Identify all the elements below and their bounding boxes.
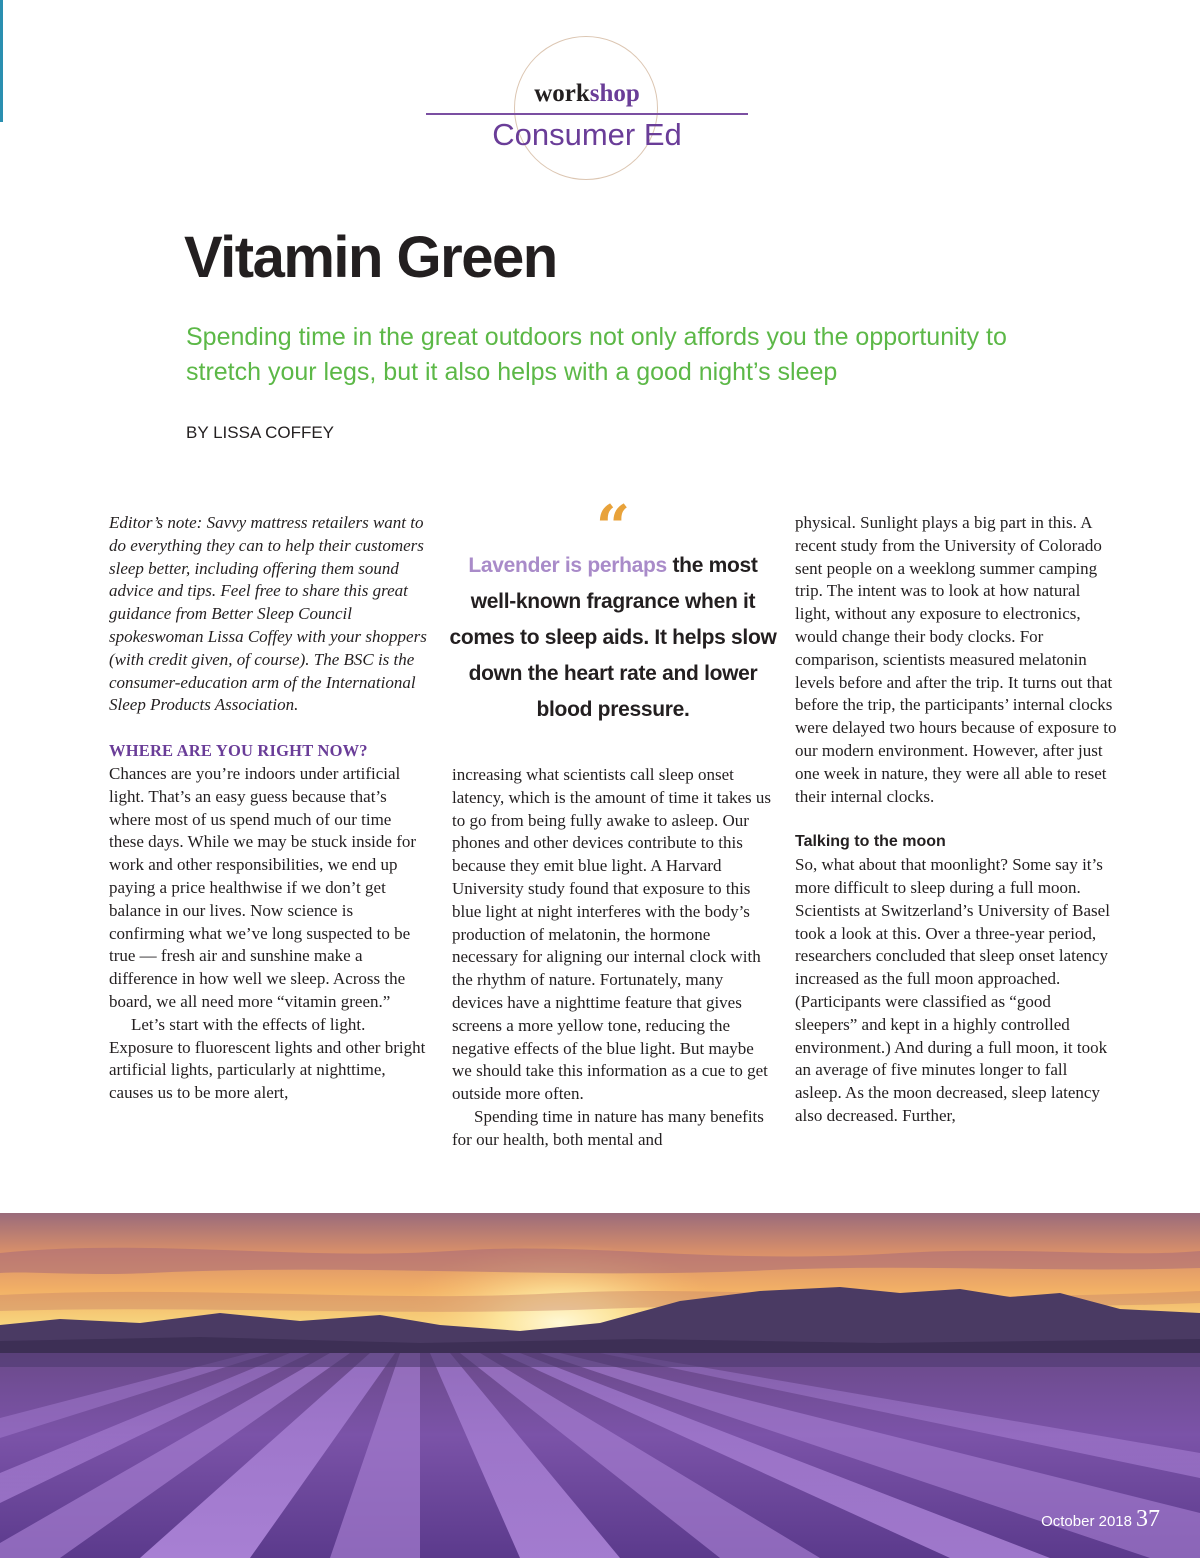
article-deck: Spending time in the great outdoors not only affords you the opportunity to stretch your legs, but it also helps with a good night’s sleep — [186, 323, 1007, 386]
editor-note: Editor’s note: Savvy mattress retailers want to do everything they can to help their customers sleep better, including offering them sound advice and tips. Feel free to share this great guidance from Better Sleep Council spokeswoman Lissa Coffey with your shoppers (with credit given, of course). The BSC is the consumer-education arm of the International Sleep Products Association. — [109, 513, 427, 715]
department-rule — [426, 113, 748, 115]
byline: BY LISSA COFFEY — [186, 423, 335, 442]
pull-quote-highlight: Lavender is perhaps — [468, 554, 667, 577]
body-paragraph: increasing what scientists call sleep onset latency, which is the amount of time it takes us to go from being fully awake to asleep. Our phones and other devices contribute to this because they emit blue light. A Harvard University study found that exposure to this blue light at night interferes with the body’s production of melatonin, the hormone necessary for aligning our internal clock with the rhythm of nature. Fortunately, many devices have a nighttime feature that gives screens a more yellow tone, reducing the negative effects of the blue light. But maybe we should take this information as a cue to get outside more often. — [452, 765, 771, 1104]
column-3 — [795, 512, 1117, 1128]
quote-mark-icon: “ — [595, 500, 631, 548]
subhead-where-are-you: WHERE ARE YOU RIGHT NOW? — [109, 741, 368, 761]
body-paragraph: Spending time in nature has many benefits for our health, both mental and — [452, 1106, 764, 1149]
pull-quote-body: the most well-known fragrance when it comes to sleep aids. It helps slow down the heart rate and lower blood pressure. — [449, 554, 777, 721]
subhead-talking-to-the-moon: Talking to the moon — [795, 833, 946, 851]
page-folio — [960, 1506, 1160, 1533]
issue-date: October 2018 — [1041, 1513, 1132, 1530]
body-paragraph: physical. Sunlight plays a big part in this. A recent study from the University of Colorado sent people on a weeklong summer camping trip. The intent was to look at how natural light, without any exposure to electronics, would change their body clocks. For comparison, scientists measured melatonin levels before and after the trip. It turns out that before the trip, the participants’ internal clocks were delayed two hours because of exposure to our modern environment. However, after just one week in nature, they were all able to reset their internal clocks. — [795, 513, 1117, 806]
page-edge-bar — [0, 0, 3, 122]
column-1 — [109, 512, 429, 1105]
article-title: Vitamin Green — [184, 225, 557, 290]
pull-quote-text — [448, 548, 778, 728]
body-paragraph: So, what about that moonlight? Some say it’s more difficult to sleep during a full moon. Scientists at Switzerland’s University of Basel took a look at this. Over a three-year period, researchers concluded that sleep onset latency increased as the full moon approached. (Participants were classified as “good sleepers” and kept in a highly controlled environment.) And during a full moon, it took an average of five minutes longer to fall asleep. As the moon decreased, sleep latency also decreased. Further, — [795, 855, 1110, 1125]
department-label: workshop — [534, 80, 640, 107]
section-name: Consumer Ed — [492, 117, 682, 152]
body-paragraph: Let’s start with the effects of light. Exposure to fluorescent lights and other bright artificial lights, particularly at nighttime, causes us to be more alert, — [109, 1014, 426, 1103]
body-paragraph: Chances are you’re indoors under artificial light. That’s an easy guess because that’s where most of us spend much of our time these days. While we may be stuck inside for work and other responsibilities, we end up paying a price healthwise if we don’t get balance in our lives. Now science is confirming what we’ve long suspected to be true — fresh air and sunshine make a difference in how well we sleep. Across the board, we all need more “vitamin green.” — [109, 763, 417, 1011]
pull-quote — [448, 500, 778, 728]
column-2 — [452, 764, 774, 1152]
page-number: 37 — [1136, 1506, 1160, 1532]
